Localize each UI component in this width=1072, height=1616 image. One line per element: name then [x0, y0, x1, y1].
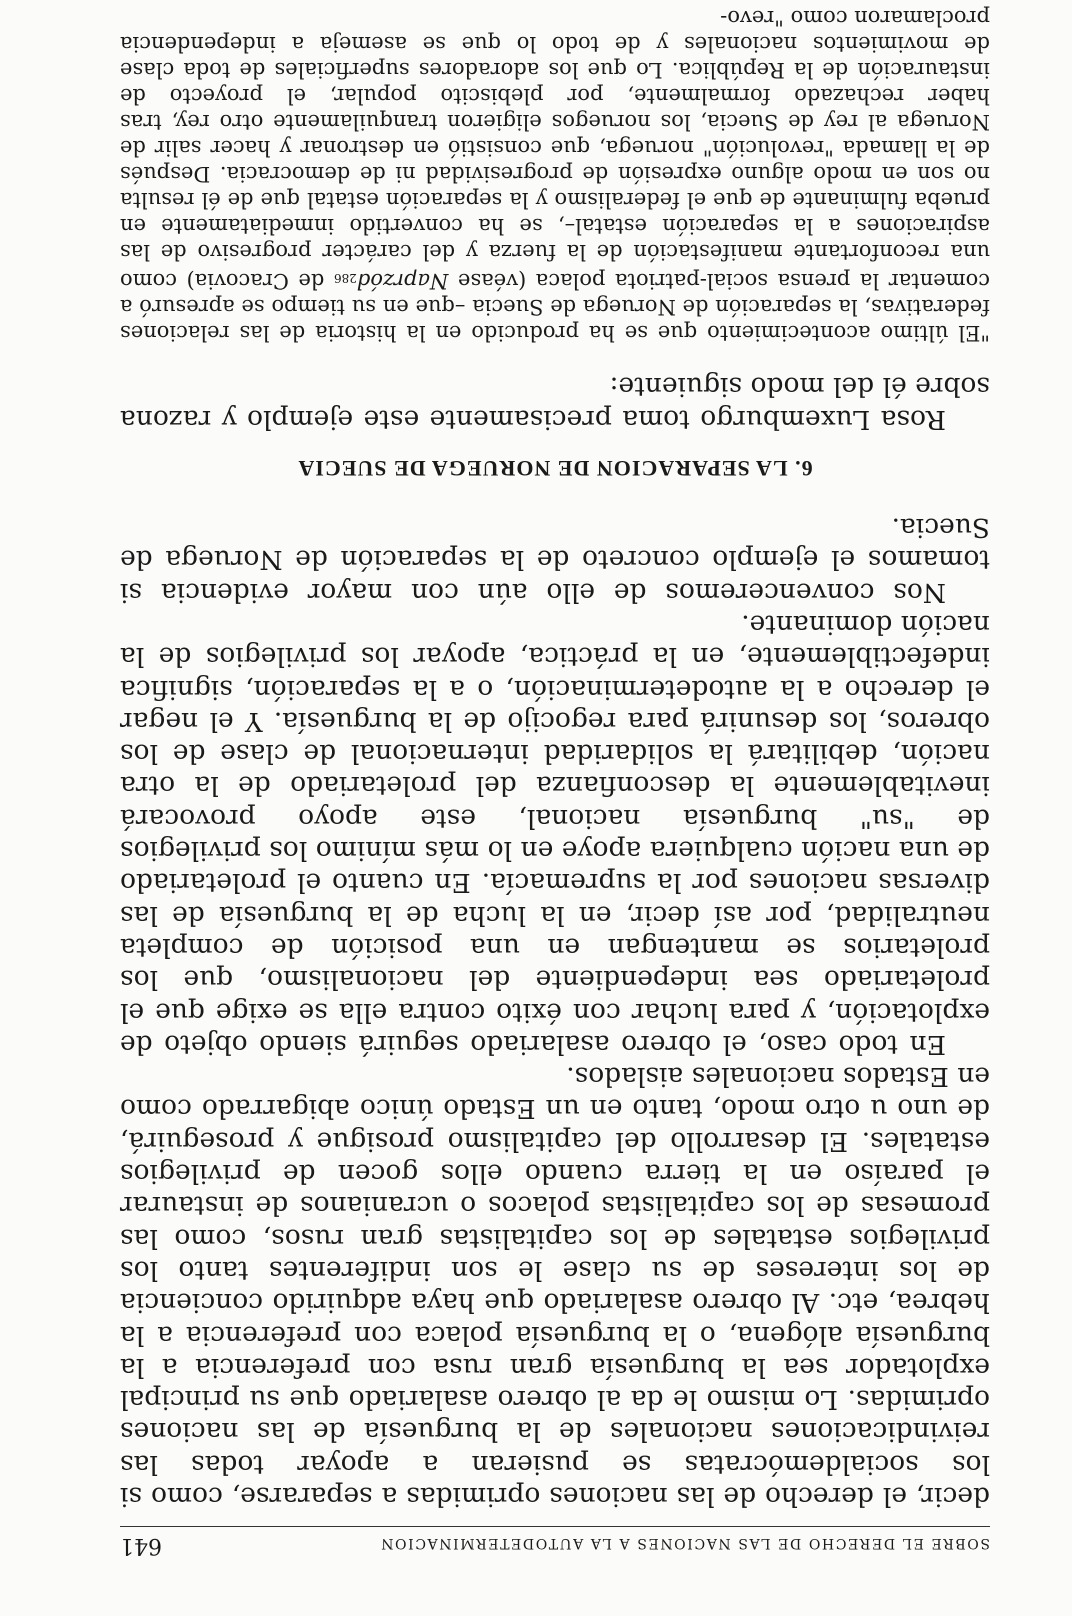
- paragraph: decir, el derecho de las naciones oprimidas a separarse, como si los socialdemócratas se pusieran a apoyar todas las reivindicaciones nacionales de la burguesía de las naciones oprimidas. Lo mismo le da al obrero asalariado que su principal explotador sea la burguesía gran rusa con preferencia a la burguesía alógena, o la burguesía polaca con preferencia a la hebrea, etc. Al obrero asalariado que haya adquirido conciencia de los intereses de su clase le son indiferentes tanto los privilegios estatales de los capitalistas gran rusos, como las promesas de los capitalistas polacos o ucranianos de instaurar el paraíso en la tierra cuando ellos gocen de privilegios estatales. El desarrollo del capitalismo prosigue y proseguirá, de uno u otro modo, tanto en un Estado único abigarrado como en Estados nacionales aislados.: [120, 1061, 990, 1512]
- body-text: [120, 511, 990, 1512]
- paragraph: Rosa Luxemburgo toma precisamente este ejemplo y razona sobre él del modo siguiente:: [120, 371, 990, 435]
- paragraph: Nos convenceremos de ello aún con mayor evidencia si tomamos el ejemplo concreto de la separación de Noruega de Suecia.: [120, 512, 990, 608]
- page-number: 641: [120, 1533, 162, 1558]
- footnote-reference: 286: [333, 271, 357, 286]
- quote-text: "El último acontecimiento que se ha producido en la historia de las relaciones federativas, la separación de Noruega de Suecia –que en su tiempo se apresuró a comentar la prensa social-patriota polaca (véase: [120, 269, 990, 346]
- paragraph: En todo caso, el obrero asalariado seguirá siendo objeto de explotación, y para luchar con éxito contra ella se exige que el proletariado sea independiente del nacionalismo, que los proletarios se mantengan en una posición de completa neutralidad, por así decir, en la lucha de la burguesía de las diversas naciones por la supremacía. En cuanto el proletariado de una nación cualquiera apoye en lo más mínimo los privilegios de "su" burguesía nacional, este apoyo provocará inevitablemente la desconfianza del proletariado de la otra nación, debilitará la solidaridad internacional de clase de los obreros, los desunirá para regocijo de la burguesía. Y el negar el derecho a la autodeterminación, o a la separación, significa indefectiblemente, en la práctica, apoyar los privilegios de la nación dominante.: [120, 608, 990, 1060]
- section-heading: 6. LA SEPARACION DE NORUEGA DE SUECIA: [297, 455, 813, 481]
- running-title: SOBRE EL DERECHO DE LAS NACIONES A LA AUTODETERMINACION: [379, 1535, 990, 1551]
- quote-text: de Cracovia) como una reconfortante manifestación de la fuerza y del carácter progresivo de las aspiraciones a la separación estatal–, se ha convertido inmediatamente en prueba fulminante de que el federalismo y la separación estatal que de él resulta no son en modo alguno expresión de progresividad ni de democracia. Después de la llamada "revolución" noruega, que consistió en destronar y hacer salir de Noruega al rey de Suecia, los noruegos eligieron tranquilamente otro rey, tras haber rechazado formalmente, por plebiscito popular, el proyecto de instauración de la República. Lo que los adoradores superficiales de toda clase de movimientos nacionales y de todo lo que se asemeja a independencia proclamaron como "revo-: [120, 6, 990, 294]
- header-rule: [120, 1526, 990, 1527]
- running-header: [120, 1527, 990, 1558]
- section-intro: [120, 370, 990, 435]
- block-quote: [120, 5, 990, 346]
- page-content: [120, 0, 990, 1558]
- periodical-name: Naprzód: [356, 269, 449, 294]
